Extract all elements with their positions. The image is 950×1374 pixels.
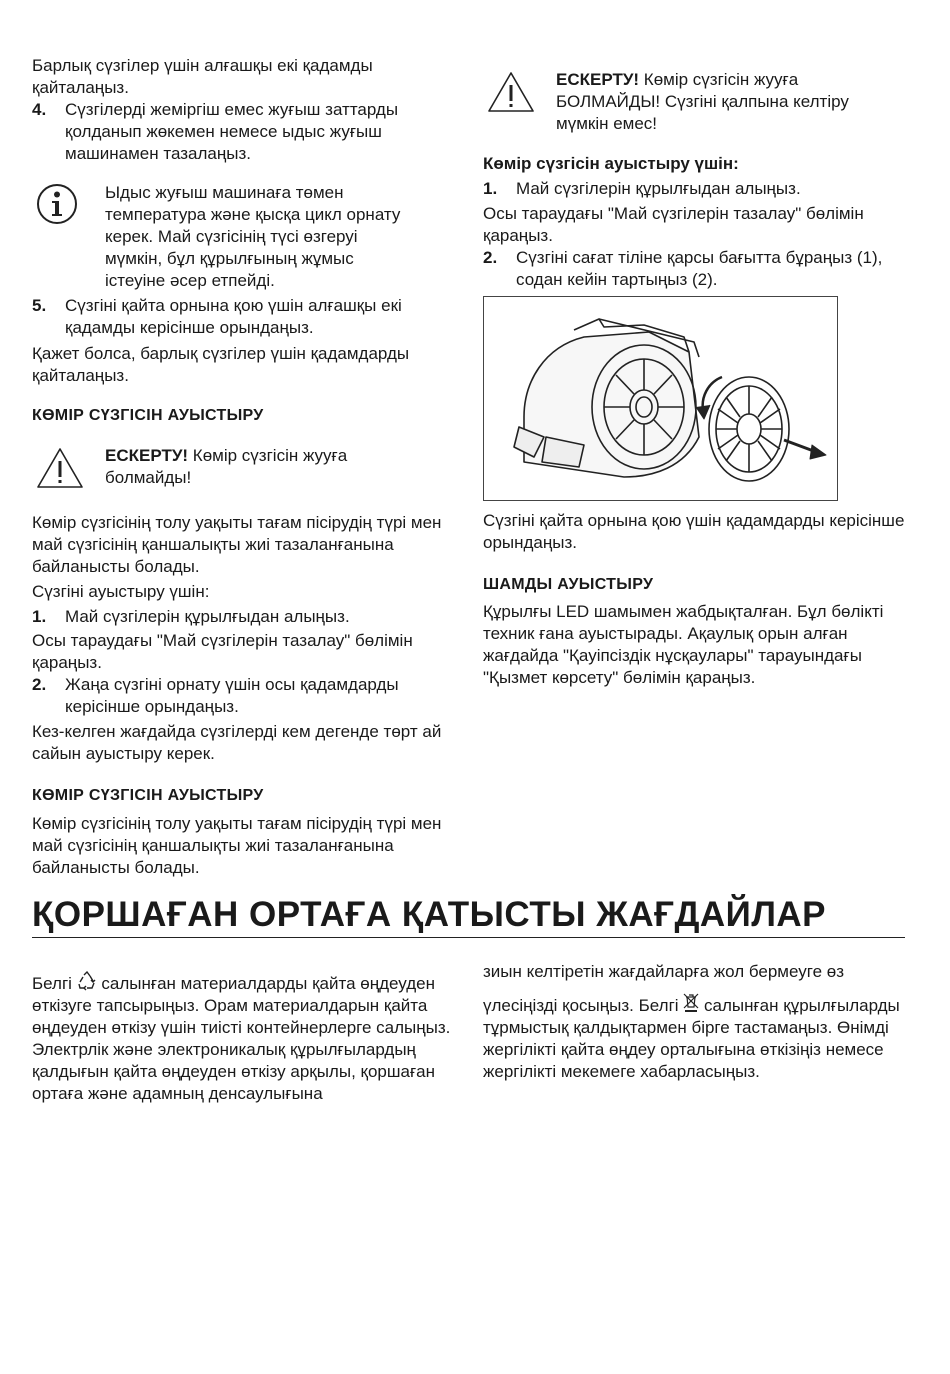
- paragraph: Кез-келген жағдайда сүзгілерді кем дегенде төрт ай сайын ауыстыру керек.: [32, 722, 442, 763]
- text-fragment: үлесіңізді қосыңыз. Белгі: [483, 996, 684, 1015]
- paragraph: Көмір сүзгісінің толу уақыты тағам пісірудің түрі мен май сүзгісінің қаншалықты жиі тазаланғанына байланысты болады.: [32, 513, 442, 576]
- paragraph: [32, 971, 457, 1105]
- step-1: [32, 606, 462, 628]
- paragraph: Барлық сүзгілер үшін алғашқы екі қадамды қайталаңыз.: [32, 56, 373, 97]
- info-circle-icon: [36, 183, 78, 225]
- step-number: 1.: [483, 179, 498, 198]
- paragraph: Көмір сүзгісінің толу уақыты тағам пісірудің түрі мен май сүзгісінің қаншалықты жиі тазаланғанына байланысты болады.: [32, 814, 442, 877]
- paragraph: Сүзгіні қайта орнына қою үшін қадамдарды керісінше орындаңыз.: [483, 511, 905, 552]
- env-right-column: [483, 961, 908, 1083]
- filter-illustration: [483, 296, 838, 501]
- step-number: 2.: [32, 675, 47, 694]
- step-2: [32, 674, 462, 718]
- paragraph: [483, 993, 908, 1083]
- paragraph: зиын келтіретін жағдайларға жол бермеуге өз: [483, 962, 845, 981]
- divider: [32, 937, 905, 938]
- warning-text: Көмір сүзгісін жууға болмайды!: [105, 446, 348, 487]
- step-text: Май сүзгілерін құрылғыдан алыңыз.: [65, 607, 350, 626]
- section-heading: КӨМІР СҮЗГІСІН АУЫСТЫРУ: [32, 787, 264, 804]
- step-text: Сүзгіні сағат тіліне қарсы бағытта бұраңыз (1), содан кейін тартыңыз (2).: [516, 248, 883, 289]
- paragraph: Осы тараудағы "Май сүзгілерін тазалау" бөлімін қараңыз.: [32, 631, 413, 672]
- step-number: 1.: [32, 607, 47, 626]
- paragraph: Сүзгіні ауыстыру үшін:: [32, 582, 210, 601]
- step-5: [32, 295, 462, 339]
- page-title: ҚОРШАҒАН ОРТАҒА ҚАТЫСТЫ ЖАҒДАЙЛАР: [32, 895, 827, 934]
- step-text: Сүзгіні қайта орнына қою үшін алғашқы екі қадамды керісінше орындаңыз.: [65, 296, 402, 337]
- warning-note: [105, 445, 425, 489]
- step-number: 5.: [32, 296, 47, 315]
- paragraph: Осы тараудағы "Май сүзгілерін тазалау" бөлімін қараңыз.: [483, 204, 864, 245]
- step-text: Сүзгілерді жемiргiш емес жуғыш заттарды қолданып жөкемен немесе ыдыс жуғыш машинамен тазалаңыз.: [65, 100, 399, 163]
- warning-label: ЕСКЕРТУ!: [556, 70, 640, 89]
- paragraph: Қажет болса, барлық сүзгілер үшін қадамдарды қайталаңыз.: [32, 344, 410, 385]
- warning-note: [556, 69, 856, 135]
- info-note: Ыдыс жуғыш машинаға төмен температура және қысқа цикл орнату керек. Май сүзгісінің түсі өзгеруі мүмкін, бұл құрылғының жұмыс істеуіне әсер етпейді.: [105, 183, 401, 290]
- warning-text: Көмір сүзгісін жууға БОЛМАЙДЫ! Сүзгіні қалпына келтіру мүмкін емес!: [556, 70, 849, 133]
- step-4: [32, 99, 462, 165]
- step-1: [483, 178, 913, 200]
- step-2: [483, 247, 913, 291]
- warning-triangle-icon: [486, 70, 536, 114]
- env-left-column: [32, 971, 457, 1105]
- warning-label: ЕСКЕРТУ!: [105, 446, 189, 465]
- crossed-bin-icon: [683, 993, 699, 1013]
- paragraph: Құрылғы LED шамымен жабдықталған. Бұл бөлікті техник ғана ауыстырады. Ақаулық орын алған жағдайда "Қауіпсіздік нұсқаулары" тарауындағы "Қызмет көрсету" бөлімін қараңыз.: [483, 602, 884, 687]
- step-text: Жаңа сүзгіні орнату үшін осы қадамдарды керісінше орындаңыз.: [65, 675, 399, 716]
- section-heading: КӨМІР СҮЗГІСІН АУЫСТЫРУ: [32, 407, 264, 424]
- warning-triangle-icon: [35, 446, 85, 490]
- text-fragment: салынған материалдарды қайта өңдеуден өткізуге тапсырыңыз. Орам материалдарын қайта өңдеуден өткізу үшін тиісті контейнерлерге салыңыз. Электрлік және электроникалық құрылғылардың қалдығын қайта өңдеуден өткізу арқылы, қоршаған ортаға және адамның денсаулығына: [32, 974, 451, 1103]
- section-heading: ШАМДЫ АУЫСТЫРУ: [483, 576, 654, 593]
- step-text: Май сүзгілерін құрылғыдан алыңыз.: [516, 179, 801, 198]
- subheading: Көмір сүзгісін ауыстыру үшін:: [483, 154, 739, 173]
- recycle-icon: [77, 971, 97, 991]
- text-fragment: салынған құрылғыларды тұрмыстық қалдықтармен бірге тастамаңыз. Өнімді жергілікті қайта өңдеу орталығына өткізіңіз немесе жергілікті мекемеге хабарласыңыз.: [483, 996, 900, 1081]
- text-fragment: Белгі: [32, 974, 77, 993]
- step-number: 4.: [32, 100, 47, 119]
- step-number: 2.: [483, 248, 498, 267]
